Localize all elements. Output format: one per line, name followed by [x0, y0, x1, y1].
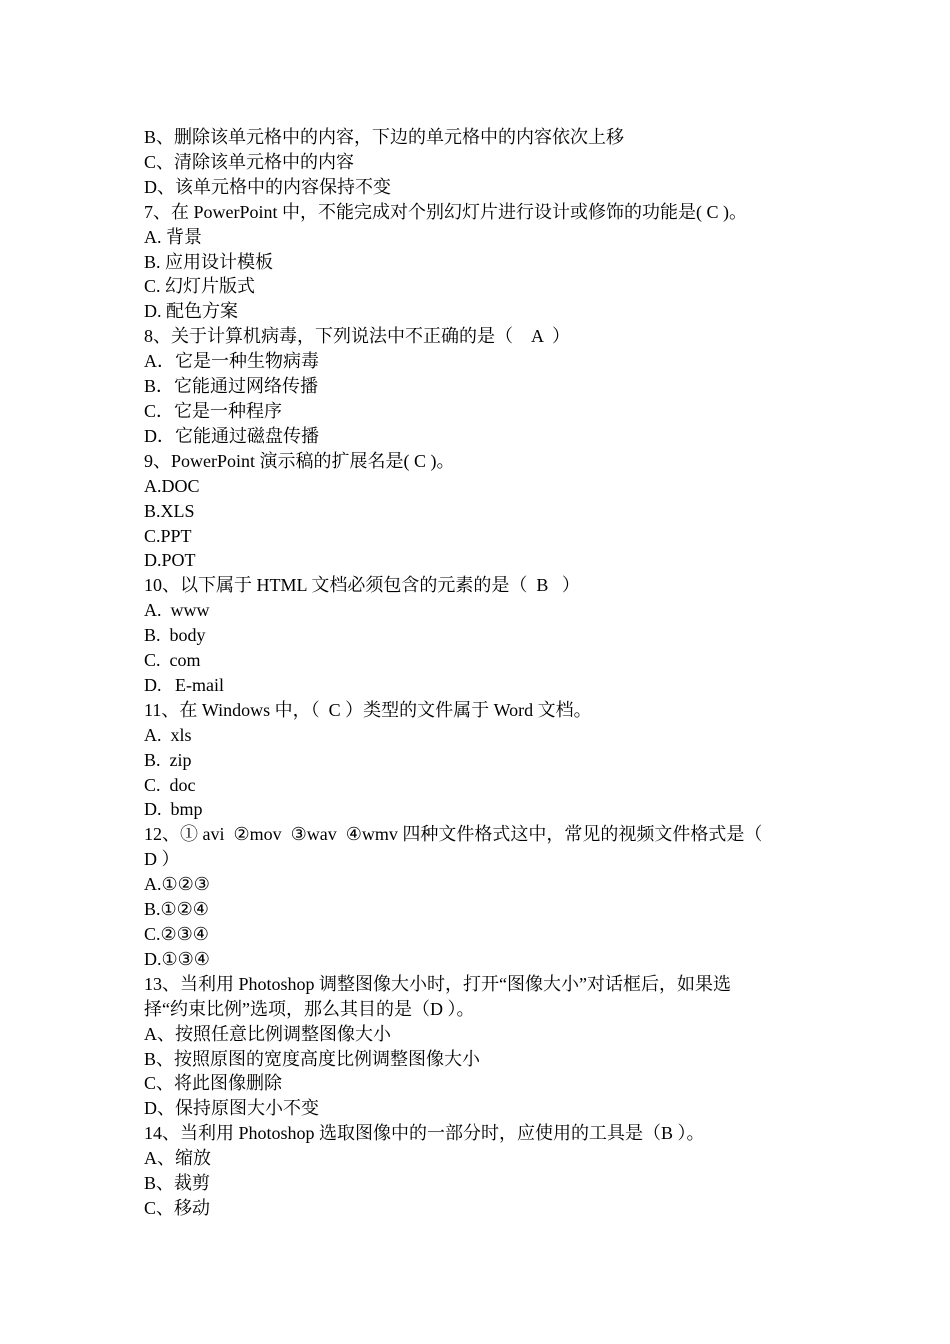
question-13: 13、当利用 Photoshop 调整图像大小时，打开“图像大小”对话框后，如果选	[144, 973, 731, 994]
option-line: B. body	[144, 625, 206, 646]
document-body	[144, 125, 814, 1221]
text-line: B、删除该单元格中的内容，下边的单元格中的内容依次上移	[144, 127, 625, 147]
option-line: D. E-mail	[144, 674, 224, 695]
option-line: C．它是一种程序	[144, 400, 283, 421]
option-line: D. bmp	[144, 799, 203, 820]
option-line: B、裁剪	[144, 1173, 211, 1194]
question-11: 11、在 Windows 中，（ C ）类型的文件属于 Word 文档。	[144, 699, 592, 720]
option-line: A. xls	[144, 724, 192, 745]
text-line: D、该单元格中的内容保持不变	[144, 176, 391, 197]
question-13-continued: 择“约束比例”选项，那么其目的是（D ）。	[144, 998, 475, 1019]
option-line: D.①③④	[144, 948, 210, 969]
option-line: D. 配色方案	[144, 301, 238, 322]
option-line: C、将此图像删除	[144, 1073, 283, 1094]
option-line: A．它是一种生物病毒	[144, 351, 319, 372]
question-14: 14、当利用 Photoshop 选取图像中的一部分时，应使用的工具是（B ）。	[144, 1123, 705, 1144]
question-10: 10、以下属于 HTML 文档必须包含的元素的是（ B ）	[144, 575, 580, 596]
option-line: B. zip	[144, 749, 192, 770]
option-line: B. 应用设计模板	[144, 251, 274, 272]
option-line: B.XLS	[144, 500, 195, 521]
option-line: A. 背景	[144, 226, 202, 247]
option-line: C. doc	[144, 774, 196, 795]
question-12: 12、① avi ②mov ③wav ④wmv 四种文件格式这中，常见的视频文件格式是（	[144, 824, 763, 845]
option-line: C、移动	[144, 1197, 211, 1218]
option-line: B、按照原图的宽度高度比例调整图像大小	[144, 1048, 481, 1069]
option-line: D、保持原图大小不变	[144, 1098, 319, 1119]
option-line: A. www	[144, 600, 210, 621]
option-line: C.②③④	[144, 924, 209, 944]
question-8: 8、关于计算机病毒，下列说法中不正确的是（ A ）	[144, 326, 571, 347]
option-line: A、按照任意比例调整图像大小	[144, 1023, 391, 1044]
text-line: C、清除该单元格中的内容	[144, 151, 355, 172]
option-line: C. 幻灯片版式	[144, 276, 256, 297]
option-line: A、缩放	[144, 1148, 211, 1169]
option-line: D.POT	[144, 550, 196, 571]
option-line: B.①②④	[144, 899, 209, 920]
option-line: A.DOC	[144, 475, 200, 496]
option-line: A.①②③	[144, 874, 210, 895]
option-line: C. com	[144, 650, 201, 671]
question-12-continued: D ）	[144, 849, 180, 870]
option-line: C.PPT	[144, 525, 192, 546]
question-7: 7、在 PowerPoint 中，不能完成对个别幻灯片进行设计或修饰的功能是( C )。	[144, 201, 747, 222]
question-9: 9、PowerPoint 演示稿的扩展名是( C )。	[144, 450, 455, 471]
option-line: B．它能通过网络传播	[144, 376, 319, 397]
option-line: D．它能通过磁盘传播	[144, 425, 319, 446]
